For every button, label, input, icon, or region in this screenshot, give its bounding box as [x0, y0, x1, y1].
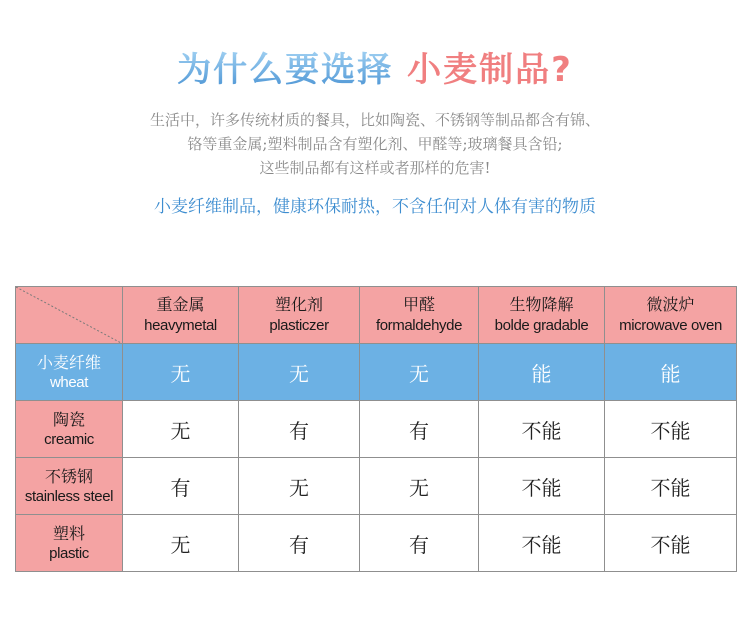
table-cell: 无 — [123, 344, 239, 401]
row-header: 塑料 plastic — [16, 515, 123, 572]
table-row — [16, 515, 737, 572]
table-cell: 能 — [605, 344, 737, 401]
diagonal-divider — [16, 287, 123, 344]
table-cell: 无 — [239, 458, 360, 515]
table-row — [16, 458, 737, 515]
table-cell: 能 — [479, 344, 605, 401]
table-cell: 有 — [360, 515, 479, 572]
column-header: 塑化剂 plasticzer — [239, 287, 360, 344]
table-cell: 有 — [360, 401, 479, 458]
corner-cell — [16, 287, 123, 344]
table-header-row — [16, 287, 737, 344]
table-cell: 无 — [123, 401, 239, 458]
table-cell: 不能 — [605, 458, 737, 515]
table-cell: 有 — [239, 401, 360, 458]
column-header: 微波炉 microwave oven — [605, 287, 737, 344]
title-part-question: 为什么要选择 — [177, 50, 394, 90]
intro-line: 生活中，许多传统材质的餐具，比如陶瓷、不锈钢等制品都含有锦、 — [149, 111, 600, 129]
row-header: 不锈钢 stainless steel — [16, 458, 123, 515]
title-part-brand: 小麦制品? — [407, 50, 573, 90]
table-row — [16, 344, 737, 401]
table-cell: 无 — [360, 458, 479, 515]
table-cell: 有 — [239, 515, 360, 572]
table-row — [16, 401, 737, 458]
table-cell: 无 — [239, 344, 360, 401]
table-cell: 不能 — [479, 458, 605, 515]
table-cell: 无 — [360, 344, 479, 401]
slogan: 小麦纤维制品，健康环保耐热，不含任何对人体有害的物质 — [154, 197, 596, 217]
table-cell: 无 — [123, 515, 239, 572]
table-cell: 不能 — [479, 401, 605, 458]
column-header: 甲醛 formaldehyde — [360, 287, 479, 344]
table-cell: 不能 — [479, 515, 605, 572]
column-header: 生物降解 bolde gradable — [479, 287, 605, 344]
intro-paragraph — [0, 108, 750, 180]
page-title — [0, 42, 750, 91]
intro-line: 这些制品都有这样或者那样的危害! — [259, 159, 491, 177]
intro-line: 铬等重金属;塑料制品含有塑化剂、甲醛等;玻璃餐具含铅; — [187, 135, 563, 153]
table-cell: 有 — [123, 458, 239, 515]
column-header: 重金属 heavymetal — [123, 287, 239, 344]
table-cell: 不能 — [605, 515, 737, 572]
row-header: 小麦纤维 wheat — [16, 344, 123, 401]
row-header: 陶瓷 creamic — [16, 401, 123, 458]
table-cell: 不能 — [605, 401, 737, 458]
comparison-table — [15, 286, 737, 572]
